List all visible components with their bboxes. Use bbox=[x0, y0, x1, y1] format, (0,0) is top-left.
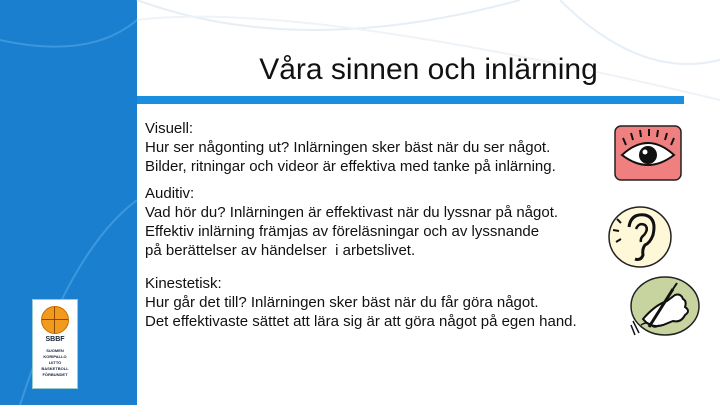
basketball-icon bbox=[41, 306, 69, 334]
logo-abbreviation: SBBF bbox=[45, 336, 65, 343]
auditory-line-3: på berättelser av händelser i arbetslivet. bbox=[145, 242, 416, 259]
kinesthetic-heading: Kinestetisk: bbox=[145, 275, 222, 292]
auditory-block bbox=[145, 184, 558, 260]
eye-icon bbox=[614, 125, 682, 181]
auditory-heading: Auditiv: bbox=[145, 185, 195, 202]
kinesthetic-line-2: Det effektivaste sättet att lära sig är att göra något på egen hand. bbox=[145, 313, 577, 330]
auditory-line-2: Effektiv inlärning främjas av föreläsningar och av lyssnande bbox=[145, 223, 540, 240]
sbbf-logo bbox=[32, 299, 78, 389]
visual-heading: Visuell: bbox=[145, 120, 194, 137]
logo-line-2: KORIPALLO bbox=[43, 354, 67, 359]
visual-line-2: Bilder, ritningar och videor är effektiva med tanke på inlärning. bbox=[145, 158, 556, 175]
hand-writing-icon bbox=[629, 275, 701, 337]
title-underline-bar bbox=[137, 96, 684, 104]
auditory-line-1: Vad hör du? Inlärningen är effektivast när du lyssnar på något. bbox=[145, 204, 559, 221]
logo-line-1: SUOMEN bbox=[46, 348, 64, 353]
visual-block bbox=[145, 119, 556, 176]
content-area bbox=[137, 104, 720, 405]
logo-line-4: BASKETBOLL bbox=[41, 366, 69, 371]
visual-line-1: Hur ser någonting ut? Inlärningen sker bäst när du ser något. bbox=[145, 139, 551, 156]
ear-icon bbox=[607, 205, 673, 269]
logo-line-3: LIITTO bbox=[48, 360, 62, 365]
slide-title: Våra sinnen och inlärning bbox=[259, 53, 598, 86]
kinesthetic-line-1: Hur går det till? Inlärningen sker bäst när du får göra något. bbox=[145, 294, 539, 311]
logo-line-5: FÖRBUNDET bbox=[42, 372, 68, 377]
kinesthetic-block bbox=[145, 274, 577, 331]
